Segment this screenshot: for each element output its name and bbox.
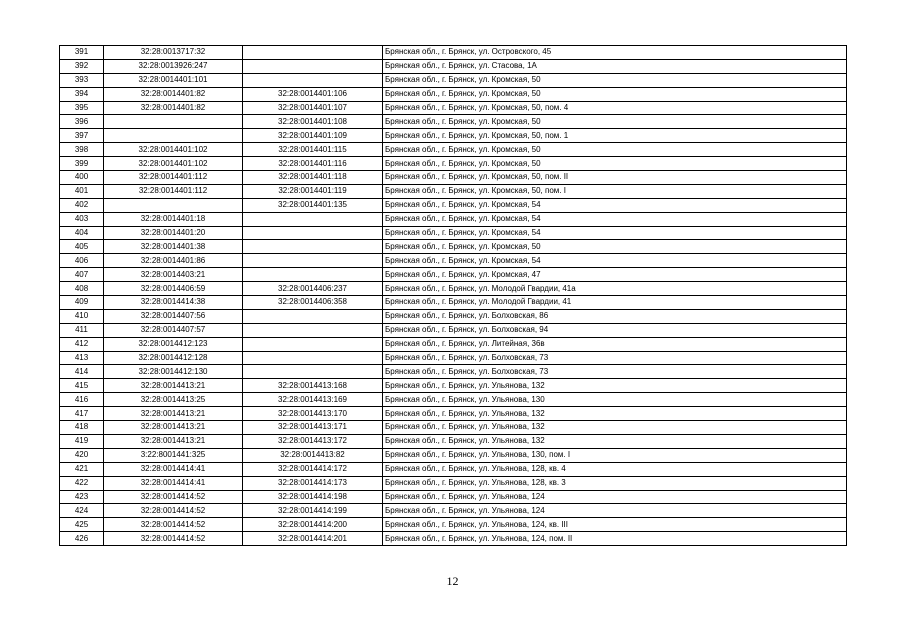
cadastral-number-cell: 32:28:0014414:52 — [104, 518, 243, 532]
row-number-cell: 398 — [60, 143, 104, 157]
sub-cadastral-number-cell — [243, 323, 383, 337]
address-cell: Брянская обл., г. Брянск, ул. Кромская, 50 — [383, 115, 847, 129]
table-row — [60, 337, 847, 351]
sub-cadastral-number-cell: 32:28:0014401:108 — [243, 115, 383, 129]
row-number-cell: 391 — [60, 46, 104, 60]
cadastral-number-cell — [104, 198, 243, 212]
cadastral-number-cell: 32:28:0014401:20 — [104, 226, 243, 240]
row-number-cell: 421 — [60, 462, 104, 476]
address-cell: Брянская обл., г. Брянск, ул. Кромская, 50 — [383, 143, 847, 157]
cadastral-number-cell — [104, 115, 243, 129]
address-cell: Брянская обл., г. Брянск, ул. Молодой Гвардии, 41а — [383, 282, 847, 296]
table-row — [60, 282, 847, 296]
address-cell: Брянская обл., г. Брянск, ул. Молодой Гвардии, 41 — [383, 296, 847, 310]
row-number-cell: 423 — [60, 490, 104, 504]
row-number-cell: 417 — [60, 407, 104, 421]
cadastral-number-cell: 32:28:0013717:32 — [104, 46, 243, 60]
cadastral-number-cell: 32:28:0013926:247 — [104, 59, 243, 73]
sub-cadastral-number-cell — [243, 365, 383, 379]
sub-cadastral-number-cell: 32:28:0014401:115 — [243, 143, 383, 157]
address-cell: Брянская обл., г. Брянск, ул. Кромская, 54 — [383, 212, 847, 226]
table-row — [60, 476, 847, 490]
row-number-cell: 407 — [60, 268, 104, 282]
row-number-cell: 408 — [60, 282, 104, 296]
sub-cadastral-number-cell: 32:28:0014414:198 — [243, 490, 383, 504]
cadastral-number-cell: 32:28:0014401:112 — [104, 171, 243, 185]
sub-cadastral-number-cell: 32:28:0014414:201 — [243, 532, 383, 546]
row-number-cell: 418 — [60, 421, 104, 435]
row-number-cell: 414 — [60, 365, 104, 379]
address-cell: Брянская обл., г. Брянск, ул. Островского, 45 — [383, 46, 847, 60]
sub-cadastral-number-cell: 32:28:0014414:173 — [243, 476, 383, 490]
sub-cadastral-number-cell: 32:28:0014413:171 — [243, 421, 383, 435]
cadastral-number-cell: 32:28:0014401:86 — [104, 254, 243, 268]
cadastral-number-cell: 32:28:0014412:128 — [104, 351, 243, 365]
table-row — [60, 212, 847, 226]
address-cell: Брянская обл., г. Брянск, ул. Болховская, 94 — [383, 323, 847, 337]
table-row — [60, 407, 847, 421]
sub-cadastral-number-cell: 32:28:0014401:119 — [243, 184, 383, 198]
address-cell: Брянская обл., г. Брянск, ул. Кромская, 54 — [383, 198, 847, 212]
table-row — [60, 184, 847, 198]
sub-cadastral-number-cell — [243, 46, 383, 60]
address-cell: Брянская обл., г. Брянск, ул. Кромская, 50, пом. 1 — [383, 129, 847, 143]
row-number-cell: 401 — [60, 184, 104, 198]
sub-cadastral-number-cell: 32:28:0014401:118 — [243, 171, 383, 185]
table-row — [60, 309, 847, 323]
cadastral-number-cell: 32:28:0014406:59 — [104, 282, 243, 296]
address-cell: Брянская обл., г. Брянск, ул. Болховская, 73 — [383, 365, 847, 379]
table-row — [60, 115, 847, 129]
sub-cadastral-number-cell: 32:28:0014413:170 — [243, 407, 383, 421]
row-number-cell: 415 — [60, 379, 104, 393]
cadastral-number-cell: 32:28:0014414:41 — [104, 476, 243, 490]
table-row — [60, 296, 847, 310]
page-number: 12 — [446, 574, 459, 588]
cadastral-number-cell: 32:28:0014401:112 — [104, 184, 243, 198]
row-number-cell: 411 — [60, 323, 104, 337]
table-row — [60, 87, 847, 101]
table-row — [60, 198, 847, 212]
sub-cadastral-number-cell — [243, 59, 383, 73]
sub-cadastral-number-cell: 32:28:0014401:106 — [243, 87, 383, 101]
cadastral-number-cell: 32:28:0014412:123 — [104, 337, 243, 351]
table-row — [60, 365, 847, 379]
sub-cadastral-number-cell — [243, 309, 383, 323]
address-cell: Брянская обл., г. Брянск, ул. Кромская, 50, пом. 4 — [383, 101, 847, 115]
address-cell: Брянская обл., г. Брянск, ул. Болховская, 86 — [383, 309, 847, 323]
address-cell: Брянская обл., г. Брянск, ул. Ульянова, 130 — [383, 393, 847, 407]
table-row — [60, 323, 847, 337]
row-number-cell: 425 — [60, 518, 104, 532]
sub-cadastral-number-cell: 32:28:0014413:168 — [243, 379, 383, 393]
cadastral-number-cell: 32:28:0014407:57 — [104, 323, 243, 337]
cadastral-number-cell: 3:22:8001441:325 — [104, 448, 243, 462]
row-number-cell: 412 — [60, 337, 104, 351]
table-row — [60, 462, 847, 476]
address-cell: Брянская обл., г. Брянск, ул. Ульянова, 132 — [383, 421, 847, 435]
table-body — [60, 46, 847, 546]
row-number-cell: 393 — [60, 73, 104, 87]
table-row — [60, 143, 847, 157]
table-row — [60, 504, 847, 518]
table-row — [60, 518, 847, 532]
address-cell: Брянская обл., г. Брянск, ул. Кромская, 54 — [383, 254, 847, 268]
sub-cadastral-number-cell: 32:28:0014401:107 — [243, 101, 383, 115]
cadastral-number-cell: 32:28:0014401:18 — [104, 212, 243, 226]
table-row — [60, 157, 847, 171]
row-number-cell: 405 — [60, 240, 104, 254]
address-cell: Брянская обл., г. Брянск, ул. Кромская, 47 — [383, 268, 847, 282]
sub-cadastral-number-cell: 32:28:0014401:135 — [243, 198, 383, 212]
address-cell: Брянская обл., г. Брянск, ул. Стасова, 1А — [383, 59, 847, 73]
sub-cadastral-number-cell — [243, 337, 383, 351]
sub-cadastral-number-cell: 32:28:0014413:169 — [243, 393, 383, 407]
sub-cadastral-number-cell — [243, 226, 383, 240]
table-row — [60, 59, 847, 73]
row-number-cell: 394 — [60, 87, 104, 101]
row-number-cell: 400 — [60, 171, 104, 185]
address-cell: Брянская обл., г. Брянск, ул. Ульянова, 124, кв. III — [383, 518, 847, 532]
row-number-cell: 403 — [60, 212, 104, 226]
cadastral-number-cell: 32:28:0014413:21 — [104, 421, 243, 435]
address-cell: Брянская обл., г. Брянск, ул. Литейная, 36в — [383, 337, 847, 351]
address-cell: Брянская обл., г. Брянск, ул. Ульянова, 124 — [383, 490, 847, 504]
row-number-cell: 424 — [60, 504, 104, 518]
sub-cadastral-number-cell: 32:28:0014401:109 — [243, 129, 383, 143]
row-number-cell: 404 — [60, 226, 104, 240]
row-number-cell: 422 — [60, 476, 104, 490]
cadastral-number-cell: 32:28:0014407:56 — [104, 309, 243, 323]
row-number-cell: 410 — [60, 309, 104, 323]
sub-cadastral-number-cell: 32:28:0014414:199 — [243, 504, 383, 518]
address-cell: Брянская обл., г. Брянск, ул. Кромская, 50, пом. I — [383, 184, 847, 198]
table-row — [60, 254, 847, 268]
address-cell: Брянская обл., г. Брянск, ул. Кромская, 50 — [383, 157, 847, 171]
sub-cadastral-number-cell: 32:28:0014414:172 — [243, 462, 383, 476]
table-row — [60, 393, 847, 407]
address-cell: Брянская обл., г. Брянск, ул. Ульянова, 124, пом. II — [383, 532, 847, 546]
address-cell: Брянская обл., г. Брянск, ул. Кромская, 50, пом. II — [383, 171, 847, 185]
sub-cadastral-number-cell: 32:28:0014406:358 — [243, 296, 383, 310]
cadastral-number-cell: 32:28:0014413:21 — [104, 379, 243, 393]
sub-cadastral-number-cell: 32:28:0014406:237 — [243, 282, 383, 296]
sub-cadastral-number-cell — [243, 268, 383, 282]
address-cell: Брянская обл., г. Брянск, ул. Кромская, 50 — [383, 73, 847, 87]
row-number-cell: 409 — [60, 296, 104, 310]
table-row — [60, 532, 847, 546]
cadastral-number-cell: 32:28:0014413:25 — [104, 393, 243, 407]
sub-cadastral-number-cell — [243, 351, 383, 365]
address-cell: Брянская обл., г. Брянск, ул. Кромская, 50 — [383, 240, 847, 254]
row-number-cell: 419 — [60, 434, 104, 448]
cadastral-number-cell: 32:28:0014414:52 — [104, 532, 243, 546]
address-cell: Брянская обл., г. Брянск, ул. Болховская, 73 — [383, 351, 847, 365]
sub-cadastral-number-cell: 32:28:0014413:172 — [243, 434, 383, 448]
cadastral-number-cell — [104, 129, 243, 143]
sub-cadastral-number-cell — [243, 254, 383, 268]
table-row — [60, 46, 847, 60]
address-cell: Брянская обл., г. Брянск, ул. Ульянова, 132 — [383, 379, 847, 393]
cadastral-number-cell: 32:28:0014414:38 — [104, 296, 243, 310]
row-number-cell: 396 — [60, 115, 104, 129]
row-number-cell: 392 — [60, 59, 104, 73]
table-row — [60, 129, 847, 143]
cadastral-number-cell: 32:28:0014413:21 — [104, 434, 243, 448]
table-row — [60, 240, 847, 254]
sub-cadastral-number-cell — [243, 212, 383, 226]
row-number-cell: 402 — [60, 198, 104, 212]
cadastral-number-cell: 32:28:0014414:41 — [104, 462, 243, 476]
cadastral-number-cell: 32:28:0014401:102 — [104, 157, 243, 171]
address-cell: Брянская обл., г. Брянск, ул. Ульянова, 132 — [383, 434, 847, 448]
table-row — [60, 101, 847, 115]
table-row — [60, 73, 847, 87]
address-cell: Брянская обл., г. Брянск, ул. Кромская, 50 — [383, 87, 847, 101]
row-number-cell: 420 — [60, 448, 104, 462]
address-cell: Брянская обл., г. Брянск, ул. Ульянова, 130, пом. I — [383, 448, 847, 462]
row-number-cell: 399 — [60, 157, 104, 171]
cadastral-number-cell: 32:28:0014401:82 — [104, 87, 243, 101]
row-number-cell: 416 — [60, 393, 104, 407]
cadastral-number-cell: 32:28:0014414:52 — [104, 504, 243, 518]
cadastral-number-cell: 32:28:0014401:101 — [104, 73, 243, 87]
cadastral-number-cell: 32:28:0014414:52 — [104, 490, 243, 504]
table-row — [60, 421, 847, 435]
table-row — [60, 226, 847, 240]
sub-cadastral-number-cell: 32:28:0014413:82 — [243, 448, 383, 462]
row-number-cell: 413 — [60, 351, 104, 365]
row-number-cell: 395 — [60, 101, 104, 115]
table-row — [60, 490, 847, 504]
address-cell: Брянская обл., г. Брянск, ул. Ульянова, 128, кв. 4 — [383, 462, 847, 476]
property-register-table — [59, 45, 847, 546]
cadastral-number-cell: 32:28:0014401:82 — [104, 101, 243, 115]
sub-cadastral-number-cell — [243, 240, 383, 254]
cadastral-number-cell: 32:28:0014403:21 — [104, 268, 243, 282]
table-row — [60, 171, 847, 185]
sub-cadastral-number-cell: 32:28:0014401:116 — [243, 157, 383, 171]
sub-cadastral-number-cell: 32:28:0014414:200 — [243, 518, 383, 532]
row-number-cell: 426 — [60, 532, 104, 546]
table-row — [60, 448, 847, 462]
address-cell: Брянская обл., г. Брянск, ул. Ульянова, 132 — [383, 407, 847, 421]
sub-cadastral-number-cell — [243, 73, 383, 87]
row-number-cell: 397 — [60, 129, 104, 143]
cadastral-number-cell: 32:28:0014401:38 — [104, 240, 243, 254]
table-row — [60, 379, 847, 393]
table-row — [60, 434, 847, 448]
table-row — [60, 351, 847, 365]
table-row — [60, 268, 847, 282]
address-cell: Брянская обл., г. Брянск, ул. Ульянова, 124 — [383, 504, 847, 518]
cadastral-number-cell: 32:28:0014413:21 — [104, 407, 243, 421]
row-number-cell: 406 — [60, 254, 104, 268]
cadastral-number-cell: 32:28:0014401:102 — [104, 143, 243, 157]
address-cell: Брянская обл., г. Брянск, ул. Ульянова, 128, кв. 3 — [383, 476, 847, 490]
cadastral-number-cell: 32:28:0014412:130 — [104, 365, 243, 379]
address-cell: Брянская обл., г. Брянск, ул. Кромская, 54 — [383, 226, 847, 240]
